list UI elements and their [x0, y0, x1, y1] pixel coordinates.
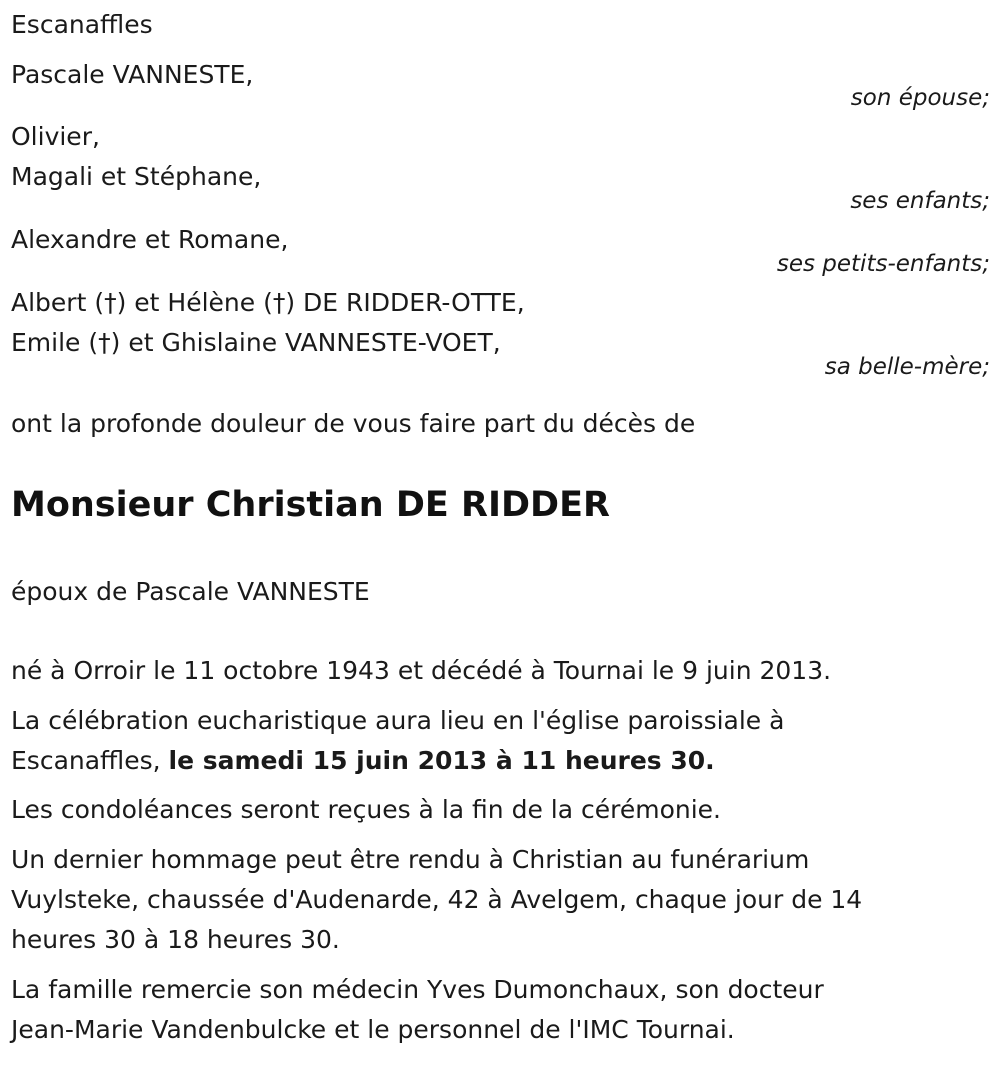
announcement-text: ont la profonde douleur de vous faire part du décès de — [11, 409, 696, 438]
location-heading: Escanaffles — [11, 10, 153, 39]
spouse-role: son épouse; — [850, 85, 990, 111]
children-role: ses enfants; — [850, 188, 990, 214]
deceased-name: Monsieur Christian DE RIDDER — [11, 485, 610, 525]
inlaw-names: Albert (†) et Hélène (†) DE RIDDER-OTTE, — [11, 288, 525, 317]
ceremony-datetime: le samedi 15 juin 2013 à 11 heures 30. — [168, 746, 715, 775]
thanks-text: La famille remercie son médecin Yves Dumonchaux, son docteur — [11, 975, 824, 1004]
inlaws-role: sa belle-mère; — [824, 354, 990, 380]
hommage-text: Vuylsteke, chaussée d'Audenarde, 42 à Avelgem, chaque jour de 14 — [11, 885, 863, 914]
deceased-spouse: époux de Pascale VANNESTE — [11, 577, 370, 606]
ceremony-date-line — [11, 741, 715, 781]
child-name: Magali et Stéphane, — [11, 162, 262, 191]
child-name: Olivier, — [11, 122, 100, 151]
hommage-text: Un dernier hommage peut être rendu à Christian au funérarium — [11, 845, 810, 874]
condolences-text: Les condoléances seront reçues à la fin de la cérémonie. — [11, 795, 721, 824]
ceremony-text: La célébration eucharistique aura lieu en l'église paroissiale à — [11, 706, 785, 735]
grandchildren-role: ses petits-enfants; — [776, 251, 990, 277]
hommage-text: heures 30 à 18 heures 30. — [11, 925, 340, 954]
thanks-text: Jean-Marie Vandenbulcke et le personnel de l'IMC Tournai. — [11, 1015, 735, 1044]
ceremony-place: Escanaffles, — [11, 746, 169, 775]
spouse-name: Pascale VANNESTE, — [11, 60, 254, 89]
grandchildren-names: Alexandre et Romane, — [11, 225, 289, 254]
inlaw-names: Emile (†) et Ghislaine VANNESTE-VOET, — [11, 328, 501, 357]
birth-death-text: né à Orroir le 11 octobre 1943 et décédé à Tournai le 9 juin 2013. — [11, 656, 832, 685]
